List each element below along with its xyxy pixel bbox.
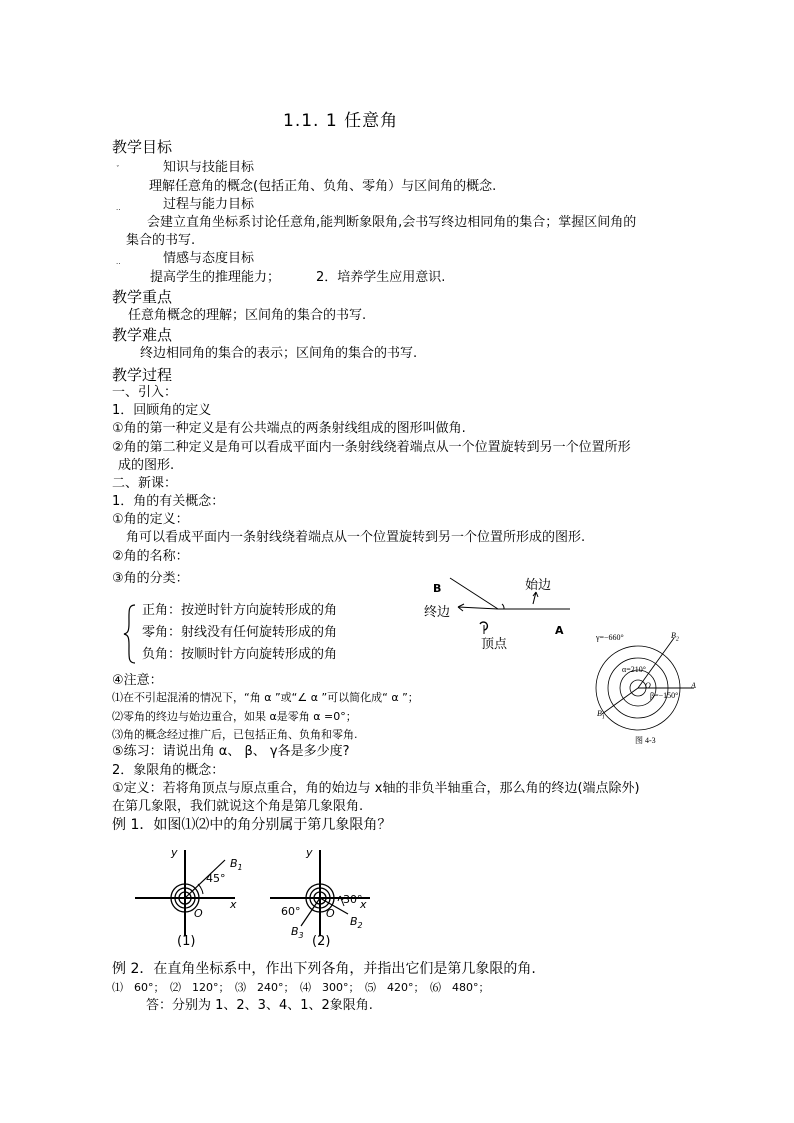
class-zero: 零角：射线没有任何旋转形成的角 xyxy=(142,625,338,640)
goal2-heading: 过程与能力目标 xyxy=(163,197,255,212)
intro-review: 1．回顾角的定义 xyxy=(112,403,212,418)
example-2-list: ⑴ 60°； ⑵ 120°； ⑶ 240°； ⑷ 300°； ⑸ 420°； ⑹ 480°； xyxy=(112,981,490,994)
fig2-origin-label: O xyxy=(326,907,335,920)
fig2-b3-label: $B_3$ xyxy=(291,925,304,941)
heading-key: 教学重点 xyxy=(112,288,173,306)
circle-b2-label: $B_2$ xyxy=(671,631,679,643)
goal3-text-b: 2．培养学生应用意识. xyxy=(316,270,446,285)
heading-goals: 教学目标 xyxy=(112,138,173,156)
class-positive: 正角：按逆时针方向旋转形成的角 xyxy=(142,603,338,618)
difficult-text: 终边相同角的集合的表示；区间角的集合的书写. xyxy=(140,346,418,361)
fig1-x-label: x xyxy=(230,898,237,911)
fig2-angle-60-label: 60° xyxy=(281,905,301,918)
class-negative: 负角：按顺时针方向旋转形成的角 xyxy=(142,647,338,662)
page-title: 1.1. 1 任意角 xyxy=(283,111,399,131)
goal1-text: 理解任意角的概念(包括正角、负角、零角）与区间角的概念. xyxy=(149,179,497,194)
goal2-text-b: 集合的书写. xyxy=(126,233,196,248)
exercise: ⑤练习：请说出角 α、 β、 γ各是多少度? xyxy=(112,744,350,759)
concept-heading: 1．角的有关概念： xyxy=(112,494,225,509)
intro-def1: ①角的第一种定义是有公共端点的两条射线组成的图形叫做角. xyxy=(112,421,466,436)
note-3: ⑶角的概念经过推广后，已包括正角、负角和零角. xyxy=(112,728,358,741)
figure-1-axes xyxy=(135,848,245,938)
fig1-y-label: y xyxy=(171,846,178,859)
angle-mark-b: B xyxy=(433,582,442,595)
fig1-b1-label: $B_1$ xyxy=(230,857,243,873)
item-classification: ③角的分类： xyxy=(112,571,189,586)
heading-process: 教学过程 xyxy=(112,366,173,384)
goal3-text-a: 提高学生的推理能力； xyxy=(150,270,281,285)
heading-difficult: 教学难点 xyxy=(112,326,173,344)
quadrant-heading: 2．象限角的概念： xyxy=(112,763,225,778)
beta-label: β=−150° xyxy=(650,691,679,700)
fig2-caption: (2) xyxy=(312,934,331,949)
start-side-label: 始边 xyxy=(525,578,552,593)
circle-origin-label: O xyxy=(645,681,651,690)
goal2-mark: .. xyxy=(116,204,121,212)
classification-brace xyxy=(122,603,138,665)
quadrant-def-b: 在第几象限，我们就说这个角是第几象限角. xyxy=(112,799,364,814)
goal2-text-a: 会建立直角坐标系讨论任意角,能判断象限角,会书写终边相同角的集合；掌握区间角的 xyxy=(147,215,637,230)
alpha-label: α=210° xyxy=(622,665,646,674)
angle-mark-a: A xyxy=(555,624,564,637)
note-1: ⑴在不引起混淆的情况下，“角 α ”或“∠ α ”可以简化成“ α ”； xyxy=(112,691,419,704)
goal1-heading: 知识与技能目标 xyxy=(163,160,255,175)
goal3-heading: 情感与态度目标 xyxy=(163,251,255,266)
goal1-mark: ˇ xyxy=(116,165,120,173)
fig2-b2-label: $B_2$ xyxy=(350,915,363,931)
figure-2-axes xyxy=(270,848,380,938)
key-text: 任意角概念的理解；区间角的集合的书写. xyxy=(128,308,367,323)
fig1-angle-label: 45° xyxy=(206,872,226,885)
fig1-origin-label: O xyxy=(194,907,203,920)
intro-def2b: 成的图形. xyxy=(118,458,175,473)
item-definition: ①角的定义： xyxy=(112,512,189,527)
terminal-side-label: 终边 xyxy=(424,605,451,620)
gamma-label: γ=−660° xyxy=(596,633,624,642)
concentric-angle-figure xyxy=(594,630,698,730)
goal3-mark: .. xyxy=(116,258,121,266)
intro-heading: 一、引入： xyxy=(112,385,178,400)
circle-b1-label: $B_1$ xyxy=(597,709,605,721)
example-2-answer: 答：分别为 1、2、3、4、1、2象限角. xyxy=(146,998,373,1013)
fig2-y-label: y xyxy=(306,846,313,859)
fig2-x-label: x xyxy=(360,898,367,911)
fig1-caption: (1) xyxy=(177,934,196,949)
item-definition-text: 角可以看成平面内一条射线绕着端点从一个位置旋转到另一个位置所形成的图形. xyxy=(126,530,586,545)
figure-caption: 图 4-3 xyxy=(635,736,656,745)
intro-def2a: ②角的第二种定义是角可以看成平面内一条射线绕着端点从一个位置旋转到另一个位置所形 xyxy=(112,440,631,455)
vertex-label: 顶点 xyxy=(481,637,508,652)
fig2-angle-30-label: 30° xyxy=(343,893,363,906)
item-name: ②角的名称： xyxy=(112,549,189,564)
example-1: 例 1．如图⑴⑵中的角分别属于第几象限角？ xyxy=(112,817,392,833)
new-heading: 二、新课： xyxy=(112,476,178,491)
example-2: 例 2．在直角坐标系中，作出下列各角，并指出它们是第几象限的角. xyxy=(112,961,536,977)
circle-a-label: A xyxy=(691,681,696,690)
note-2: ⑵零角的终边与始边重合，如果 α是零角 α =0°； xyxy=(112,710,357,723)
quadrant-def-a: ①定义：若将角顶点与原点重合，角的始边与 x轴的非负半轴重合，那么角的终边(端点除外) xyxy=(112,781,640,796)
note-heading: ④注意： xyxy=(112,673,163,688)
